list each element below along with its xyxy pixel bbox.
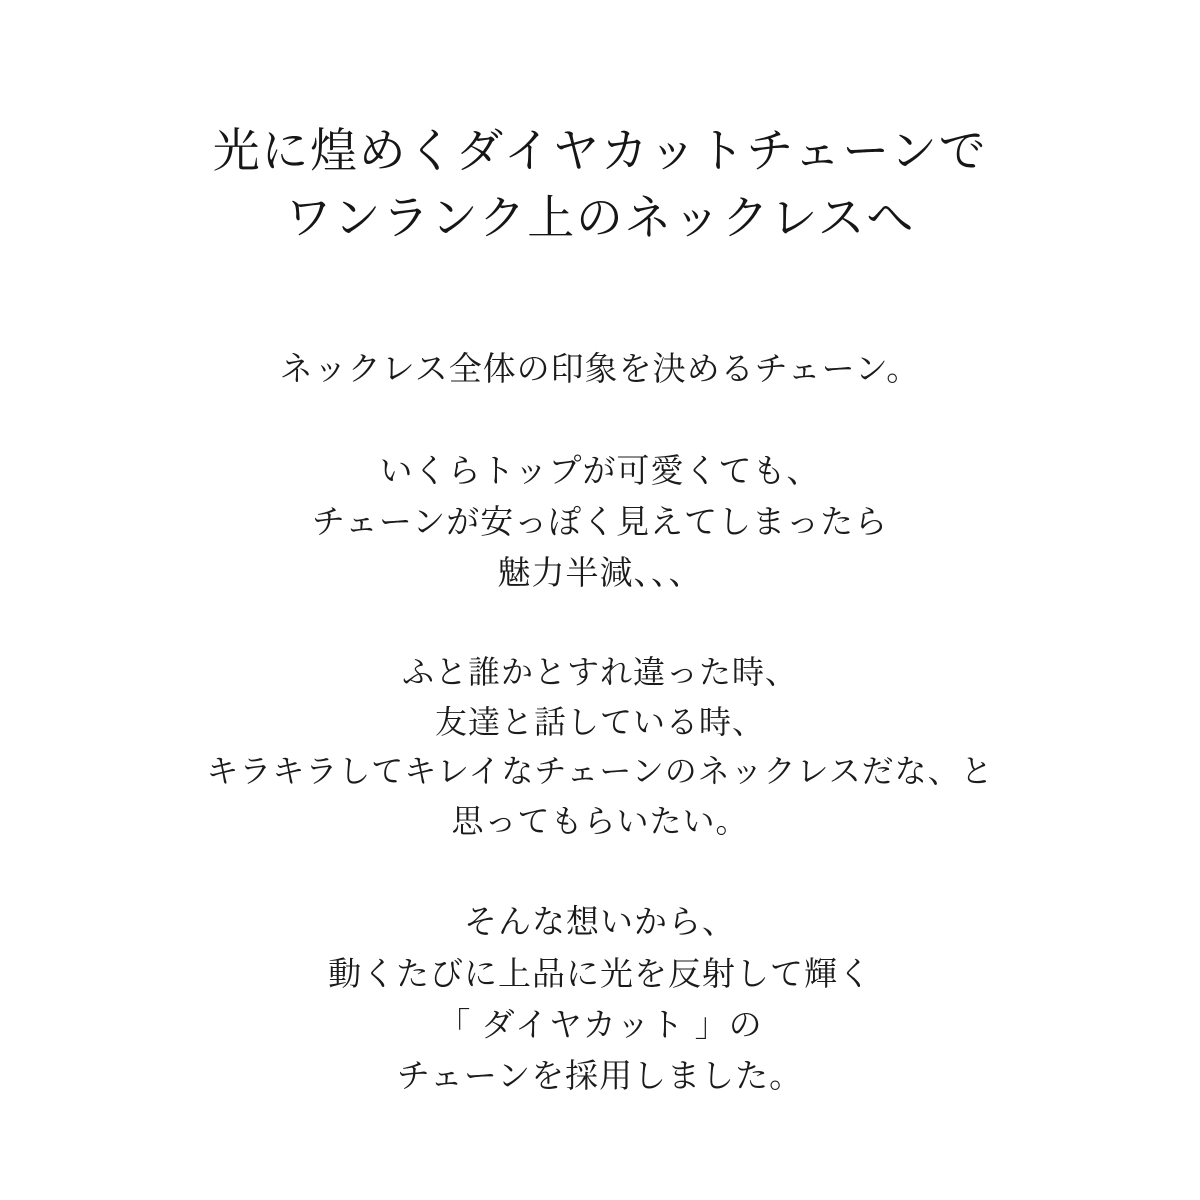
- headline-line-2: ワンランク上のネックレスへ: [284, 190, 916, 244]
- paragraph-solution: [206, 896, 993, 1101]
- paragraph-line: 思ってもらいたい。: [451, 802, 749, 839]
- paragraph-line: 「 ダイヤカット 」の: [437, 1005, 763, 1043]
- paragraph-lead: [206, 343, 993, 394]
- paragraph-line: 友達と話している時、: [435, 703, 765, 740]
- paragraph-line: チェーンが安っぽく見えてしまったら: [311, 502, 889, 540]
- paragraph-line: チェーンを採用しました。: [396, 1056, 804, 1094]
- paragraph-line: そんな想いから、: [464, 903, 736, 941]
- paragraph-line: 動くたびに上品に光を反射して輝く: [328, 954, 872, 992]
- headline-line-1: 光に煌めくダイヤカットチェーンで: [212, 124, 988, 177]
- body-copy: [206, 343, 993, 1101]
- paragraph-scene: [206, 648, 993, 846]
- paragraph-line: ふと誰かとすれ違った時、: [402, 654, 798, 691]
- paragraph-problem: [206, 445, 993, 598]
- page-title: [213, 118, 988, 251]
- paragraph-line: いくらトップが可愛くても、: [379, 451, 821, 489]
- paragraph-line: ネックレス全体の印象を決めるチェーン。: [279, 350, 921, 388]
- paragraph-line: 魅力半減、、、: [497, 553, 703, 591]
- paragraph-line: キラキラしてキレイなチェーンのネックレスだな、と: [206, 753, 994, 790]
